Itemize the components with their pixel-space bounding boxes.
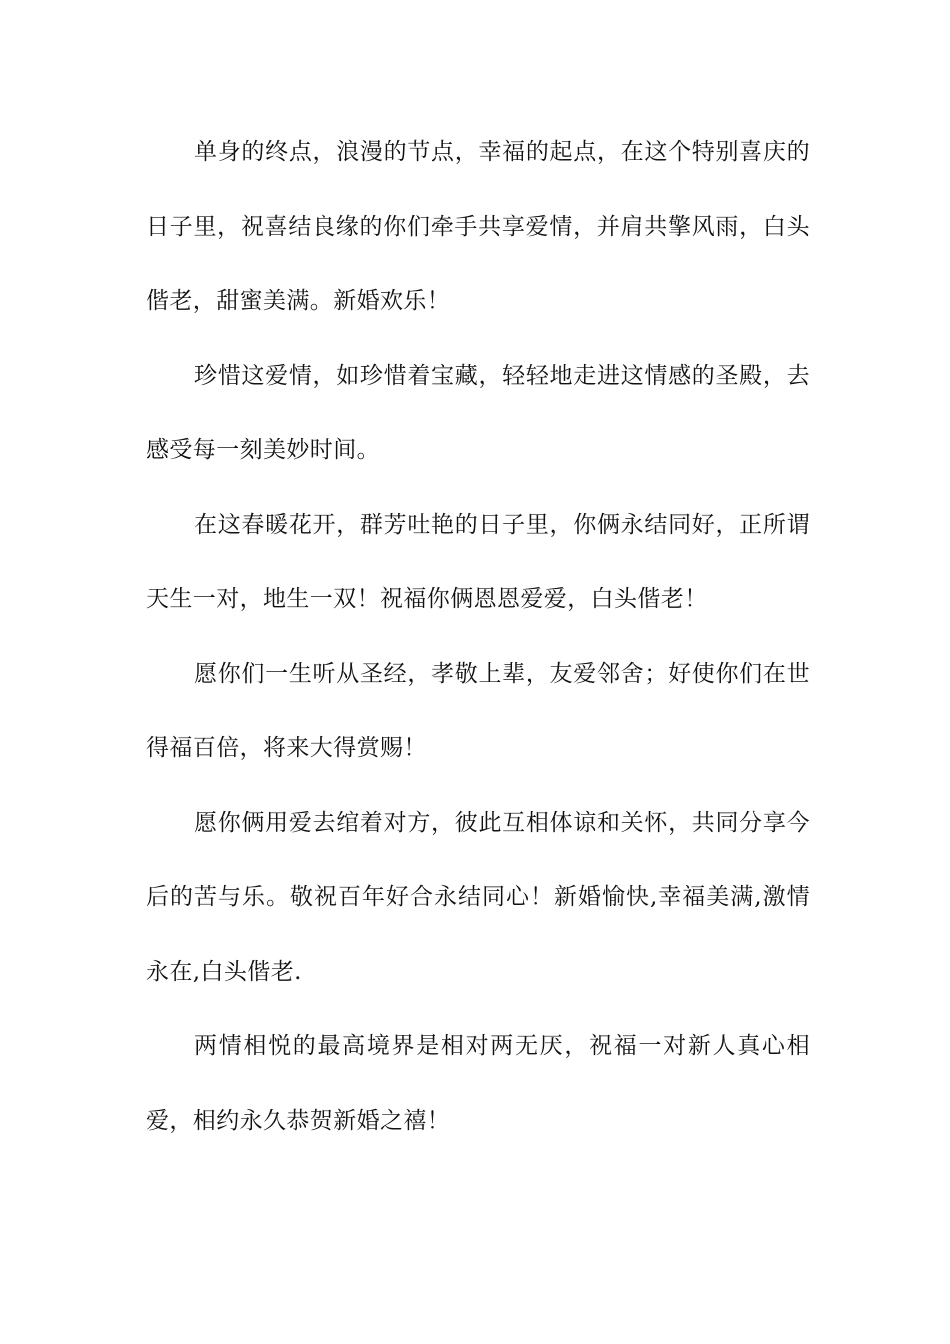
paragraph-1: 单身的终点，浪漫的节点，幸福的起点，在这个特别喜庆的日子里，祝喜结良缘的你们牵手共享爱情，并肩共擎风雨，白头偕老，甜蜜美满。新婚欢乐！ bbox=[146, 139, 810, 314]
paragraph-3: 在这春暖花开，群芳吐艳的日子里，你俩永结同好，正所谓天生一对，地生一双！祝福你俩恩恩爱爱，白头偕老！ bbox=[146, 511, 810, 612]
document-body bbox=[146, 115, 810, 1158]
paragraph-4: 愿你们一生听从圣经，孝敬上辈，友爱邻舍；好使你们在世得福百倍，将来大得赏赐！ bbox=[146, 660, 810, 761]
paragraph-5: 愿你俩用爱去绾着对方，彼此互相体谅和关怀，共同分享今后的苦与乐。敬祝百年好合永结同心！新婚愉快,幸福美满,激情永在,白头偕老. bbox=[146, 809, 810, 985]
paragraph-2: 珍惜这爱情，如珍惜着宝藏，轻轻地走进这情感的圣殿，去感受每一刻美妙时间。 bbox=[146, 362, 810, 463]
paragraph-6: 两情相悦的最高境界是相对两无厌，祝福一对新人真心相爱，相约永久恭贺新婚之禧！ bbox=[146, 1033, 810, 1134]
